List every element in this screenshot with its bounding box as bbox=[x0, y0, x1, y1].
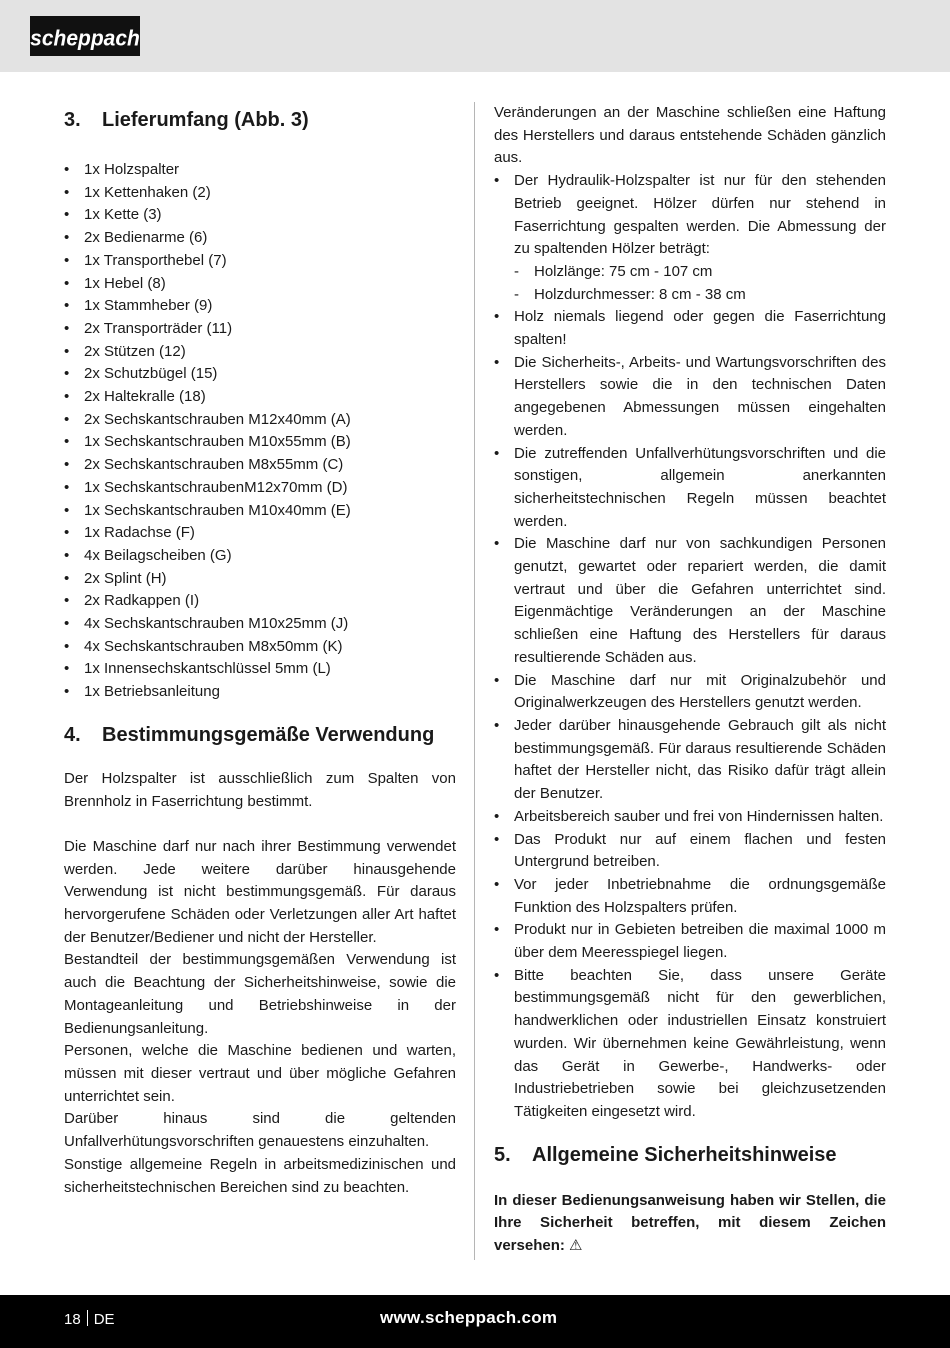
section-5-heading: 5. Allgemeine Sicherheitshinweise bbox=[494, 1143, 837, 1166]
safety-notice: In dieser Bedienungsanweisung haben wir Stellen, die Ihre Sicherheit betreffen, mit diesem Zeichen versehen: ⚠ bbox=[494, 1191, 886, 1255]
list-item: • Bitte beachten Sie, dass unsere Geräte bestimmungsgemäß nicht für den gewerblichen, handwerklichen oder industriellen Einsatz konstruiert wurden. Wir übernehmen keine Gewährleistung, wenn das Gerät in Gewerbe-, Handwerks- oder Industriebetrieben sowie bei gleichzusetzenden Tätigkeiten eingesetzt wird. bbox=[494, 965, 886, 1124]
list-item: • 1x Holzspalter bbox=[64, 159, 456, 182]
list-item: • Die zutreffenden Unfallverhütungsvorschriften und die sonstigen, allgemein anerkannten sicherheitstechnischen Regeln müssen beachtet werden. bbox=[494, 443, 886, 534]
paragraph: Die Maschine darf nur nach ihrer Bestimmung verwendet werden. Jede weitere darüber hinausgehende Verwendung ist nicht bestimmungsgemäß. Für daraus hervorgerufene Schäden oder Verletzungen aller Art haftet der Benutzer/Bediener und nicht der Hersteller. bbox=[64, 837, 456, 946]
scheppach-logo bbox=[30, 16, 140, 56]
list-item: • 2x Transporträder (11) bbox=[64, 318, 456, 341]
list-item: • 1x Transporthebel (7) bbox=[64, 250, 456, 273]
list-item: • 1x Radachse (F) bbox=[64, 522, 456, 545]
logo-text: scheppach bbox=[30, 25, 140, 51]
column-divider bbox=[474, 102, 475, 1260]
paragraph: Bestandteil der bestimmungsgemäßen Verwendung ist auch die Beachtung der Sicherheitshinweise, sowie die Montageanleitung und Betriebshinweise in der Bedienungsanleitung. bbox=[64, 951, 456, 1037]
list-item: • 2x Bedienarme (6) bbox=[64, 227, 456, 250]
list-item: • 1x Betriebsanleitung bbox=[64, 681, 456, 704]
delivery-scope-list bbox=[64, 159, 456, 704]
list-item: • Holz niemals liegend oder gegen die Faserrichtung spalten! bbox=[494, 306, 886, 351]
list-item: • 2x Radkappen (I) bbox=[64, 590, 456, 613]
list-item: • 4x Sechskantschrauben M8x50mm (K) bbox=[64, 636, 456, 659]
dimension-list bbox=[514, 261, 886, 306]
list-item: • Vor jeder Inbetriebnahme die ordnungsgemäße Funktion des Holzspalters prüfen. bbox=[494, 874, 886, 919]
header-bar bbox=[0, 0, 950, 72]
right-column bbox=[494, 102, 886, 1258]
list-item: • 2x Stützen (12) bbox=[64, 341, 456, 364]
list-item: • 1x Stammheber (9) bbox=[64, 295, 456, 318]
list-item: • Die Sicherheits-, Arbeits- und Wartungsvorschriften des Herstellers sowie die in den technischen Daten angegebenen Abmessungen müssen eingehalten werden. bbox=[494, 352, 886, 443]
paragraph: Personen, welche die Maschine bedienen und warten, müssen mit dieser vertraut und über mögliche Gefahren unterrichtet sein. bbox=[64, 1042, 456, 1105]
list-item: - Holzdurchmesser: 8 cm - 38 cm bbox=[514, 284, 886, 307]
footer-url[interactable]: www.scheppach.com bbox=[380, 1308, 558, 1327]
list-item: - Holzlänge: 75 cm - 107 cm bbox=[514, 261, 886, 284]
list-item: • 1x Kettenhaken (2) bbox=[64, 182, 456, 205]
list-item: • 2x Sechskantschrauben M12x40mm (A) bbox=[64, 409, 456, 432]
list-item: • 2x Schutzbügel (15) bbox=[64, 363, 456, 386]
warning-triangle-icon: ⚠ bbox=[569, 1237, 583, 1255]
section-3-heading: 3. Lieferumfang (Abb. 3) bbox=[64, 109, 309, 131]
usage-bullet-list bbox=[494, 170, 886, 1124]
page-number: 18 DE bbox=[64, 1311, 115, 1328]
list-item: • 1x Sechskantschrauben M10x40mm (E) bbox=[64, 500, 456, 523]
list-item: • 4x Beilagscheiben (G) bbox=[64, 545, 456, 568]
list-item: • 1x Innensechskantschlüssel 5mm (L) bbox=[64, 658, 456, 681]
list-item: • 2x Sechskantschrauben M8x55mm (C) bbox=[64, 454, 456, 477]
list-item: • Die Maschine darf nur mit Originalzubehör und Originalwerkzeugen des Herstellers genutzt werden. bbox=[494, 670, 886, 715]
list-item: • Arbeitsbereich sauber und frei von Hindernissen halten. bbox=[494, 806, 886, 829]
paragraph: Sonstige allgemeine Regeln in arbeitsmedizinischen und sicherheitstechnischen Bereichen sind zu beachten. bbox=[64, 1155, 456, 1196]
list-item: • 4x Sechskantschrauben M10x25mm (J) bbox=[64, 613, 456, 636]
list-item: • 1x Kette (3) bbox=[64, 204, 456, 227]
list-item: • Jeder darüber hinausgehende Gebrauch gilt als nicht bestimmungsgemäß. Für daraus resultierende Schäden haftet der Hersteller nicht, das Risiko dafür trägt allein der Benutzer. bbox=[494, 715, 886, 806]
section-4-heading: 4. Bestimmungsgemäße Verwendung bbox=[64, 723, 435, 746]
list-item: • 1x SechskantschraubenM12x70mm (D) bbox=[64, 477, 456, 500]
list-item: • Der Hydraulik-Holzspalter ist nur für den stehenden Betrieb geeignet. Hölzer dürfen nur stehend in Faserrichtung gespalten werden. Die Abmessung der zu spaltenden Hölzer beträgt: - Holzlänge: 75 cm - 107 cm - Holzdurchmesser: 8 cm - 38 cm bbox=[494, 170, 886, 306]
footer-bar bbox=[0, 1295, 950, 1348]
list-item: • Das Produkt nur auf einem flachen und festen Untergrund betreiben. bbox=[494, 829, 886, 874]
paragraph: Der Holzspalter ist ausschließlich zum Spalten von Brennholz in Faserrichtung bestimmt. bbox=[64, 769, 456, 810]
list-item: • 1x Sechskantschrauben M10x55mm (B) bbox=[64, 431, 456, 454]
list-item: • 2x Splint (H) bbox=[64, 568, 456, 591]
list-item: • 1x Hebel (8) bbox=[64, 273, 456, 296]
paragraph: Darüber hinaus sind die geltenden Unfallverhütungsvorschriften genauestens einzuhalten. bbox=[64, 1110, 456, 1151]
left-column bbox=[64, 102, 456, 1199]
list-item: • Produkt nur in Gebieten betreiben die maximal 1000 m über dem Meeresspiegel liegen. bbox=[494, 919, 886, 964]
list-item: • Die Maschine darf nur von sachkundigen Personen genutzt, gewartet oder repariert werden, die damit vertraut und über die Gefahren unterrichtet sind. Eigenmächtige Veränderungen an der Maschine schließen eine Haftung des Herstellers für daraus resultierende Schäden aus. bbox=[494, 533, 886, 669]
paragraph: Veränderungen an der Maschine schließen eine Haftung des Herstellers und daraus entstehende Schäden gänzlich aus. bbox=[494, 104, 886, 167]
list-item: • 2x Haltekralle (18) bbox=[64, 386, 456, 409]
